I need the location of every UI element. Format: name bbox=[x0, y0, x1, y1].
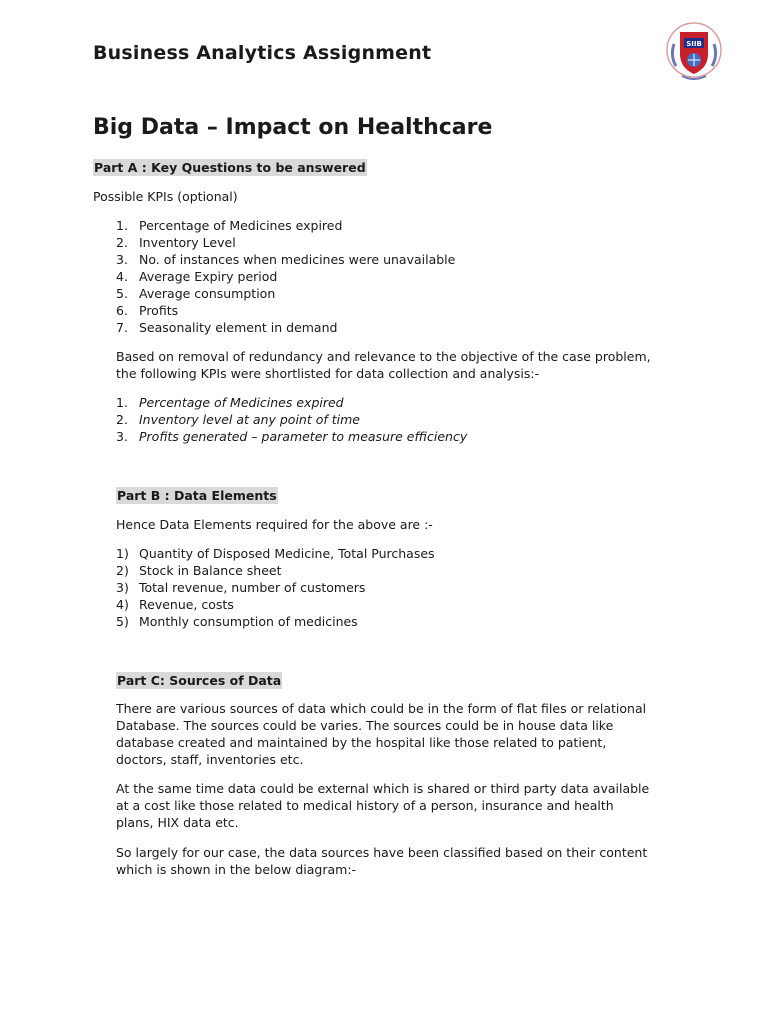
list-item: 2. Inventory Level bbox=[116, 235, 236, 250]
paragraph-line: Based on removal of redundancy and relevance to the objective of the case problem, bbox=[116, 349, 651, 364]
list-item: 4. Average Expiry period bbox=[116, 269, 278, 284]
list-item: 7. Seasonality element in demand bbox=[116, 320, 338, 335]
list-item: 5. Average consumption bbox=[116, 286, 276, 301]
part-a-intro-text: Possible KPIs (optional) bbox=[93, 189, 238, 204]
paragraph-line: the following KPIs were shortlisted for data collection and analysis:- bbox=[116, 366, 540, 381]
part-a-intro bbox=[93, 188, 238, 205]
shortlist-paragraph bbox=[116, 348, 651, 382]
paragraph-line: at a cost like those related to medical history of a person, insurance and health bbox=[116, 798, 614, 813]
logo-text: SIIB bbox=[686, 40, 702, 48]
data-elements-list bbox=[116, 545, 435, 630]
paragraph-line: doctors, staff, inventories etc. bbox=[116, 752, 304, 767]
shortlisted-kpi-list bbox=[116, 394, 467, 445]
paragraph-line: At the same time data could be external which is shared or third party data available bbox=[116, 781, 650, 796]
sources-paragraph-3 bbox=[116, 844, 647, 878]
paragraph-line: which is shown in the below diagram:- bbox=[116, 862, 357, 877]
sources-paragraph-1 bbox=[116, 700, 646, 768]
part-b-heading: Part B : Data Elements bbox=[117, 488, 277, 503]
possible-kpi-list bbox=[116, 217, 455, 336]
paragraph-line: database created and maintained by the hospital like those related to patient, bbox=[116, 735, 607, 750]
list-item: 1. Percentage of Medicines expired bbox=[116, 218, 343, 233]
document-header-title: Business Analytics Assignment bbox=[93, 42, 432, 64]
part-c-heading: Part C: Sources of Data bbox=[117, 673, 282, 688]
part-a-heading: Part A : Key Questions to be answered bbox=[94, 160, 366, 175]
list-item: 4) Revenue, costs bbox=[116, 597, 234, 612]
list-item: 3. No. of instances when medicines were unavailable bbox=[116, 252, 456, 267]
sources-paragraph-2 bbox=[116, 780, 649, 831]
part-b-intro bbox=[116, 516, 433, 533]
list-item: 5) Monthly consumption of medicines bbox=[116, 614, 358, 629]
list-item: 2. Inventory level at any point of time bbox=[116, 412, 360, 427]
paragraph-line: There are various sources of data which could be in the form of flat files or relational bbox=[116, 701, 647, 716]
paragraph-line: Database. The sources could be varies. The sources could be in house data like bbox=[116, 718, 614, 733]
main-title: Big Data – Impact on Healthcare bbox=[93, 115, 493, 140]
list-item: 1) Quantity of Disposed Medicine, Total Purchases bbox=[116, 546, 435, 561]
paragraph-line: plans, HIX data etc. bbox=[116, 815, 239, 830]
list-item: 1. Percentage of Medicines expired bbox=[116, 395, 344, 410]
list-item: 2) Stock in Balance sheet bbox=[116, 563, 282, 578]
list-item: 6. Profits bbox=[116, 303, 179, 318]
list-item: 3) Total revenue, number of customers bbox=[116, 580, 366, 595]
part-b-intro-text: Hence Data Elements required for the above are :- bbox=[116, 517, 433, 532]
paragraph-line: So largely for our case, the data sources have been classified based on their content bbox=[116, 845, 648, 860]
siib-logo-emblem bbox=[662, 20, 726, 84]
list-item: 3. Profits generated – parameter to measure efficiency bbox=[116, 429, 468, 444]
siib-logo bbox=[662, 20, 726, 84]
